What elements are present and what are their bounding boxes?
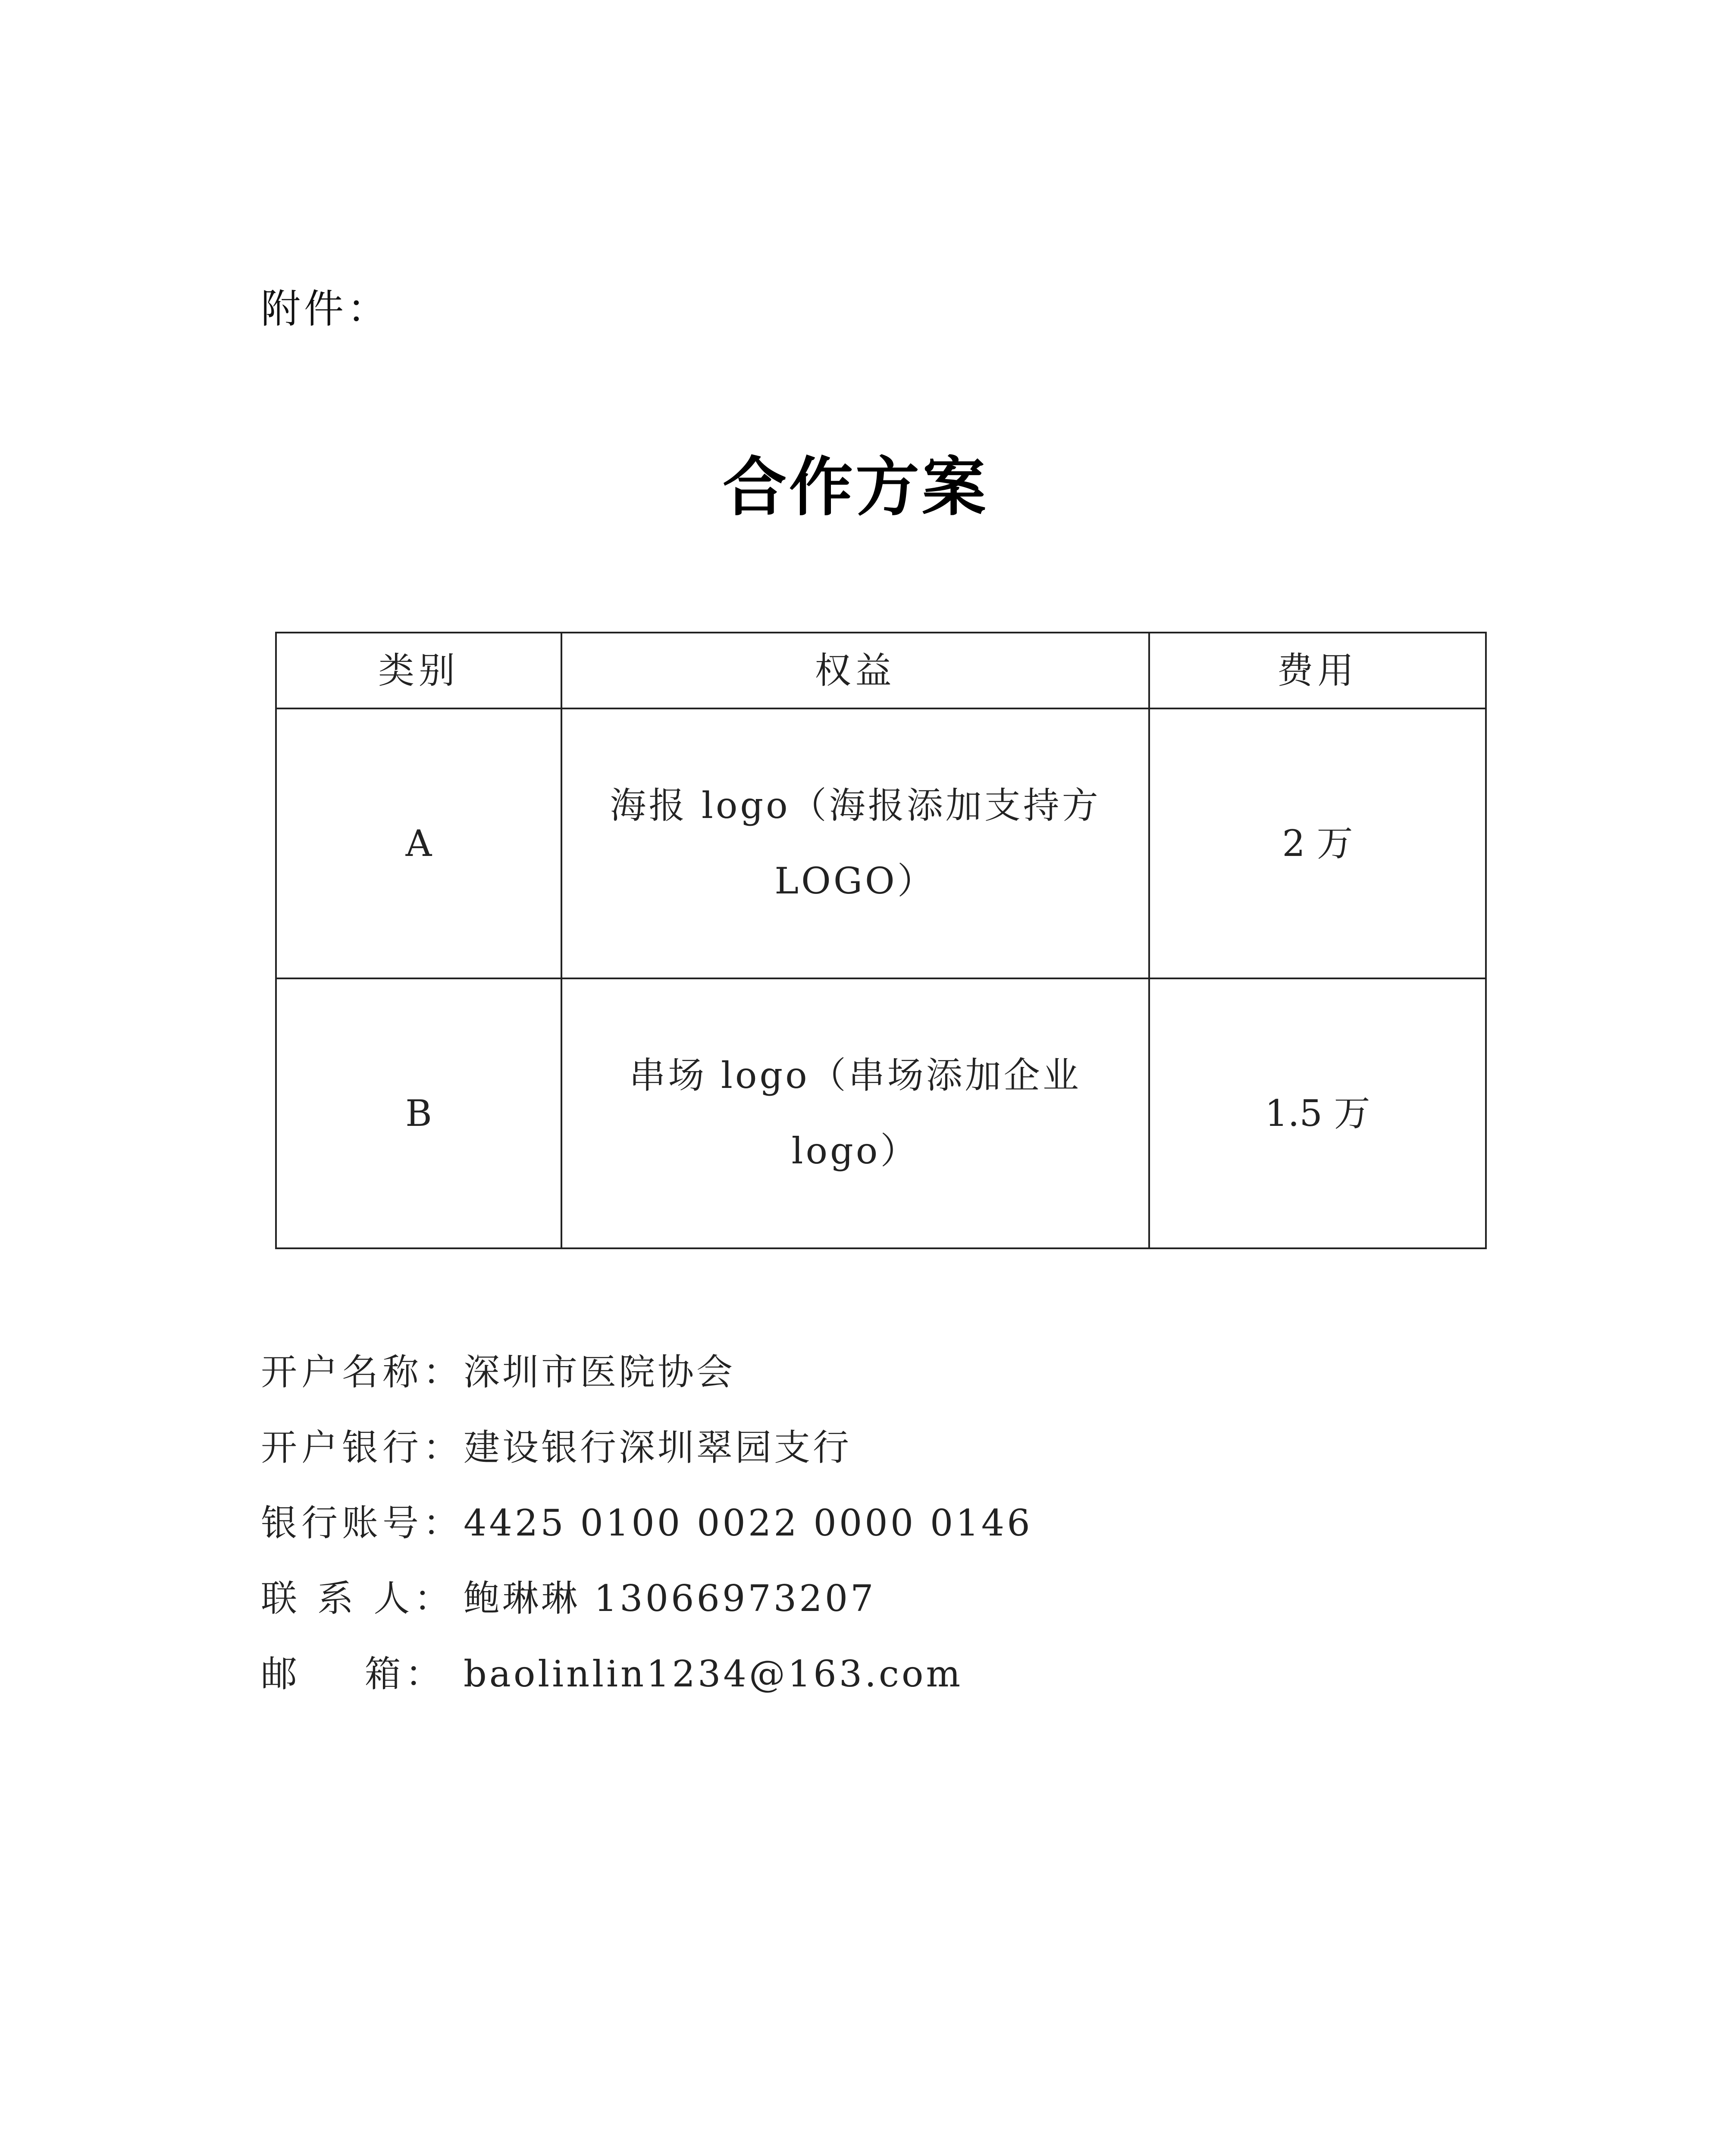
email-line	[261, 1636, 1033, 1712]
info-value: 深圳市医院协会	[464, 1351, 736, 1393]
table-row	[276, 978, 1486, 1248]
info-label: 联 系 人：	[261, 1577, 455, 1620]
account-info	[261, 1335, 1033, 1712]
info-value: baolinlin1234@163.com	[464, 1653, 963, 1695]
table-row	[276, 708, 1486, 978]
account-name-line	[261, 1335, 1033, 1410]
cell-category: A	[276, 708, 561, 978]
info-label: 银行账号：	[261, 1502, 464, 1544]
cell-fee: 1.5 万	[1149, 978, 1486, 1248]
cell-rights	[561, 978, 1149, 1248]
cell-rights-line: LOGO）	[774, 860, 936, 902]
info-value: 建设银行深圳翠园支行	[464, 1426, 852, 1469]
document-title: 合作方案	[723, 450, 988, 524]
info-value: 4425 0100 0022 0000 0146	[464, 1502, 1033, 1544]
cell-rights-line: 串场 logo（串场添加企业	[629, 1054, 1081, 1097]
cooperation-plan-table	[275, 632, 1487, 1249]
table-header-row	[276, 633, 1486, 708]
attachment-label: 附件：	[261, 286, 391, 332]
cell-rights-line: logo）	[791, 1130, 919, 1172]
header-category: 类别	[276, 633, 561, 708]
bank-name-line	[261, 1410, 1033, 1485]
header-rights: 权益	[561, 633, 1149, 708]
cell-rights	[561, 708, 1149, 978]
info-label: 邮 箱：	[261, 1653, 446, 1695]
contact-line	[261, 1561, 1033, 1636]
cell-rights-line: 海报 logo（海报添加支持方	[610, 784, 1101, 827]
header-fee: 费用	[1149, 633, 1486, 708]
account-number-line	[261, 1485, 1033, 1561]
cell-fee: 2 万	[1149, 708, 1486, 978]
info-label: 开户名称：	[261, 1351, 464, 1393]
cell-category: B	[276, 978, 561, 1248]
info-value: 鲍琳琳 13066973207	[464, 1577, 876, 1620]
info-label: 开户银行：	[261, 1426, 464, 1469]
